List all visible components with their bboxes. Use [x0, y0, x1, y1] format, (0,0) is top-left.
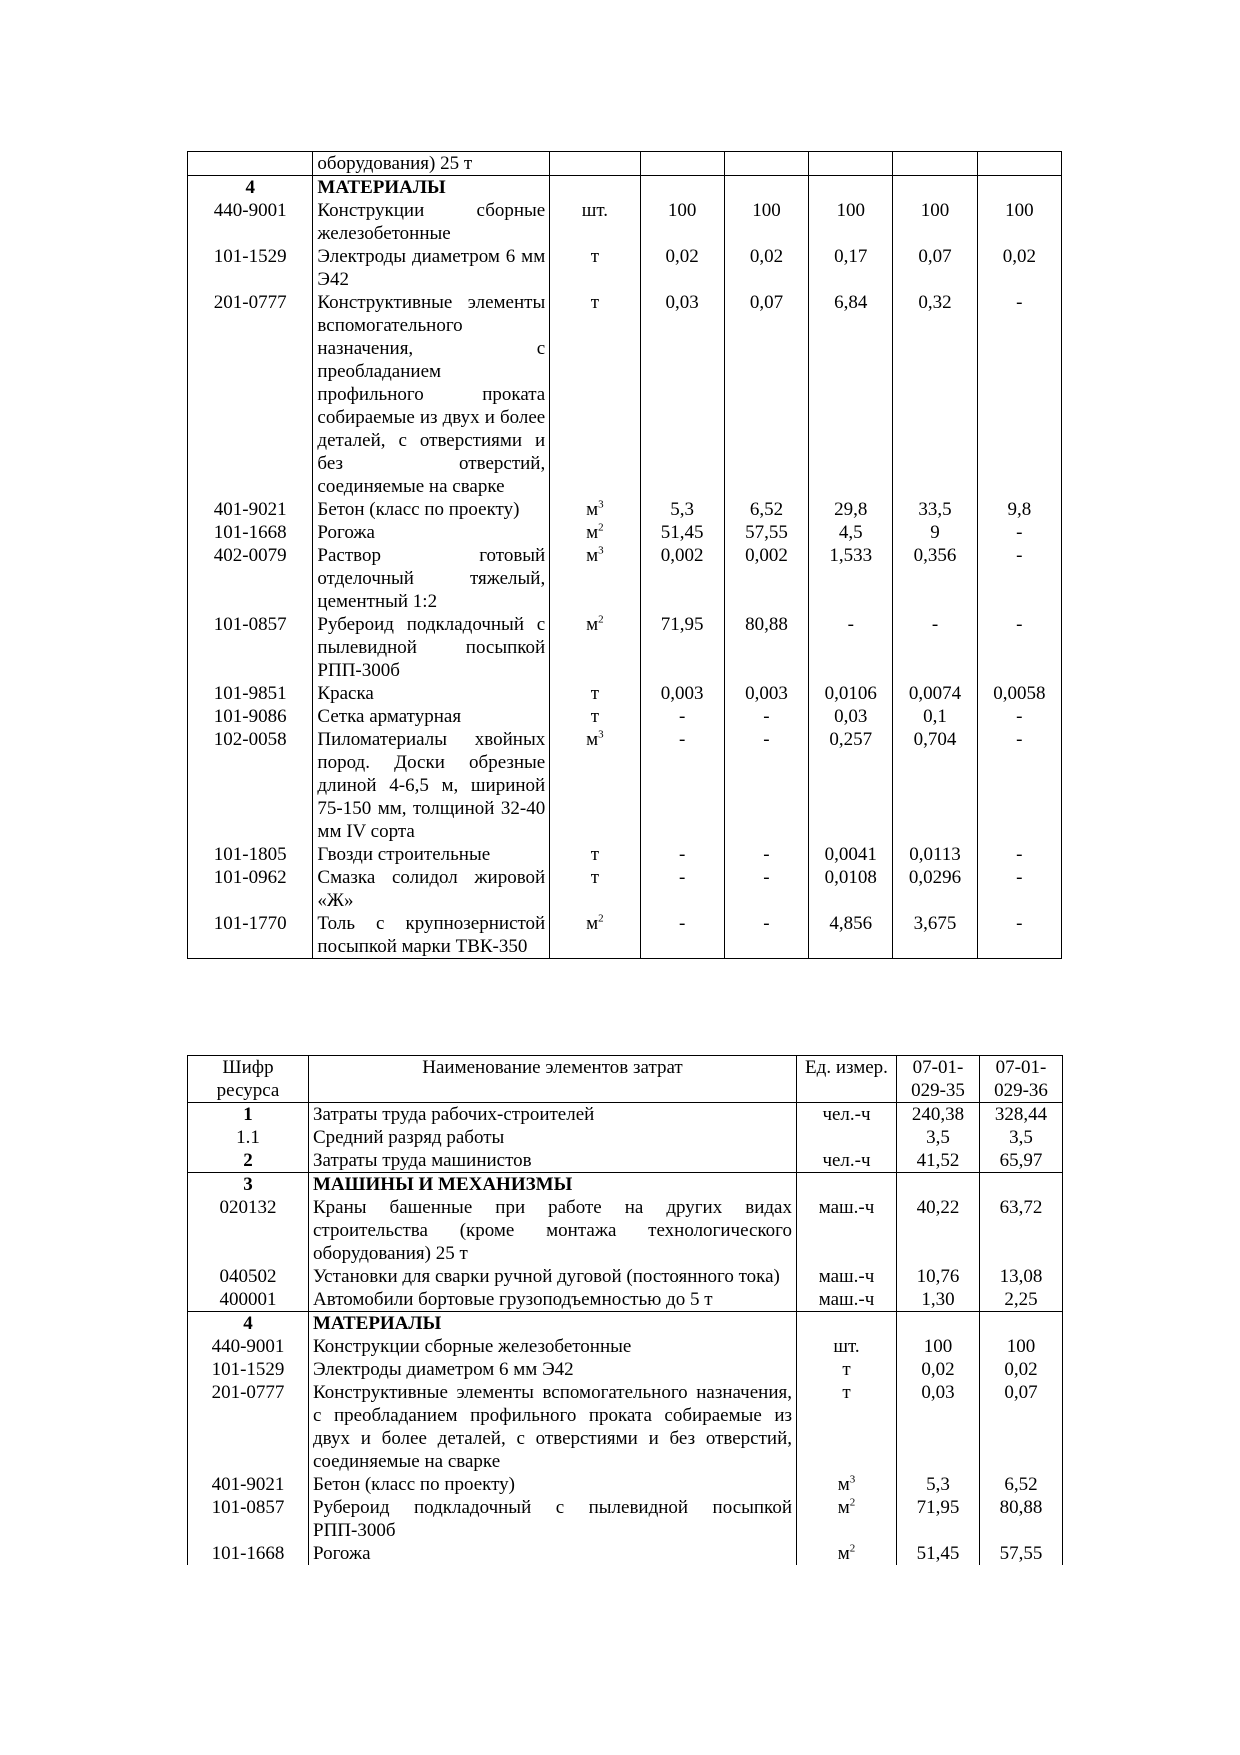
unit: $м^3$	[550, 728, 640, 843]
norm-value: 0,0106	[809, 682, 893, 705]
resource-name: Средний разряд работы	[309, 1126, 797, 1149]
norm-value: 71,95	[897, 1496, 980, 1542]
norm-value: 0,07	[893, 245, 977, 291]
norm-value: 0,02	[980, 1358, 1063, 1381]
unit: т	[550, 682, 640, 705]
table-row	[188, 1196, 1063, 1265]
resource-code: 201-0777	[188, 1381, 309, 1473]
resource-code: 101-1668	[188, 1542, 309, 1565]
unit: т	[550, 705, 640, 728]
empty-cell	[980, 1312, 1063, 1336]
norm-value: 63,72	[980, 1196, 1063, 1265]
resource-name: Автомобили бортовые грузоподъемностью до 5 т	[309, 1288, 797, 1312]
norm-value: -	[977, 521, 1061, 544]
norm-value: -	[977, 866, 1061, 912]
norm-value: 100	[724, 199, 808, 245]
section-code: 4	[188, 1312, 309, 1336]
resource-code: 1	[188, 1103, 309, 1127]
table-row	[188, 1496, 1063, 1542]
norm-value: 6,52	[724, 498, 808, 521]
resource-code: 101-1668	[188, 521, 313, 544]
norm-value: -	[977, 728, 1061, 843]
norm-value: 0,002	[640, 544, 724, 613]
table-row	[188, 152, 1062, 176]
unit-exponent: 2	[598, 912, 604, 925]
resource-name: Рогожа	[309, 1542, 797, 1565]
norm-value: -	[640, 866, 724, 912]
norm-value: 80,88	[724, 613, 808, 682]
norm-value: 1,30	[897, 1288, 980, 1312]
unit-exponent: 2	[849, 1542, 856, 1555]
norm-value: 100	[897, 1335, 980, 1358]
norm-value: -	[724, 912, 808, 959]
unit-exponent: 3	[598, 544, 604, 557]
table-row	[188, 1542, 1063, 1565]
unit: $м^2$	[797, 1496, 897, 1542]
resource-name: Гвозди строительные	[313, 843, 550, 866]
unit: $м^2$	[550, 613, 640, 682]
norm-value: 0,17	[809, 245, 893, 291]
resource-code: 201-0777	[188, 291, 313, 498]
resource-code: 101-9086	[188, 705, 313, 728]
norm-value: 80,88	[980, 1496, 1063, 1542]
unit: т	[550, 843, 640, 866]
resource-code: 402-0079	[188, 544, 313, 613]
resource-name: Сетка арматурная	[313, 705, 550, 728]
table-row	[188, 544, 1062, 613]
norm-value: 0,704	[893, 728, 977, 843]
unit-exponent: 2	[849, 1496, 856, 1509]
unit: т	[797, 1358, 897, 1381]
norm-value: -	[977, 291, 1061, 498]
empty-cell	[897, 1173, 980, 1197]
norm-value: 0,1	[893, 705, 977, 728]
resource-name: Затраты труда рабочих-строителей	[309, 1103, 797, 1127]
section-header-row	[188, 1173, 1063, 1197]
norm-value: -	[977, 705, 1061, 728]
resource-code: 400001	[188, 1288, 309, 1312]
resource-name: Бетон (класс по проекту)	[313, 498, 550, 521]
norm-value: -	[724, 843, 808, 866]
table-row	[188, 613, 1062, 682]
unit-exponent: 2	[598, 521, 604, 534]
resource-name: Бетон (класс по проекту)	[309, 1473, 797, 1496]
resource-name: Электроды диаметром 6 мм Э42	[313, 245, 550, 291]
table-row	[188, 1381, 1063, 1473]
norm-value: 328,44	[980, 1103, 1063, 1127]
resource-name: Краска	[313, 682, 550, 705]
unit: $м^2$	[550, 521, 640, 544]
norm-value: 5,3	[897, 1473, 980, 1496]
norm-value: -	[977, 544, 1061, 613]
norm-value: 0,356	[893, 544, 977, 613]
norm-value: 6,52	[980, 1473, 1063, 1496]
table-row	[188, 199, 1062, 245]
norm-value: 100	[893, 199, 977, 245]
resource-costs-table	[187, 1055, 1063, 1565]
header-norm-36: 07-01-029-36	[980, 1056, 1063, 1103]
norm-value: -	[977, 912, 1061, 959]
table-row	[188, 1103, 1063, 1127]
unit-exponent: 3	[849, 1473, 856, 1486]
norm-value: 0,0058	[977, 682, 1061, 705]
norm-value: 4,856	[809, 912, 893, 959]
norm-value: 3,5	[980, 1126, 1063, 1149]
norm-value: 41,52	[897, 1149, 980, 1173]
section-header-row	[188, 1312, 1063, 1336]
unit: маш.-ч	[797, 1288, 897, 1312]
unit: т	[797, 1381, 897, 1473]
section-title: МАШИНЫ И МЕХАНИЗМЫ	[309, 1173, 797, 1197]
resource-code: 2	[188, 1149, 309, 1173]
table-header-row	[188, 1056, 1063, 1103]
unit-exponent: 3	[598, 498, 604, 511]
norm-value: 71,95	[640, 613, 724, 682]
norm-value: -	[724, 866, 808, 912]
resource-code: 101-0857	[188, 1496, 309, 1542]
norm-value: 10,76	[897, 1265, 980, 1288]
norm-value: -	[809, 613, 893, 682]
unit	[797, 1126, 897, 1149]
norm-value: 0,02	[977, 245, 1061, 291]
norm-value: 65,97	[980, 1149, 1063, 1173]
resource-code: 101-0857	[188, 613, 313, 682]
empty-cell	[797, 1173, 897, 1197]
table-row	[188, 866, 1062, 912]
resource-name: Конструкции сборные железобетонные	[313, 199, 550, 245]
norm-value: 29,8	[809, 498, 893, 521]
row-name: оборудования) 25 т	[313, 152, 550, 176]
unit: $м^2$	[550, 912, 640, 959]
resource-code: 401-9021	[188, 498, 313, 521]
unit-exponent: 3	[598, 728, 604, 741]
norm-value: 0,03	[897, 1381, 980, 1473]
norm-value: 0,0041	[809, 843, 893, 866]
norm-value: 0,003	[640, 682, 724, 705]
table-row	[188, 1358, 1063, 1381]
header-unit: Ед. измер.	[797, 1056, 897, 1103]
norm-value: 40,22	[897, 1196, 980, 1265]
resource-code: 101-1805	[188, 843, 313, 866]
resource-code: 040502	[188, 1265, 309, 1288]
unit: чел.-ч	[797, 1149, 897, 1173]
norm-value: 0,0296	[893, 866, 977, 912]
resource-code: 101-1770	[188, 912, 313, 959]
unit: т	[550, 866, 640, 912]
unit: шт.	[550, 199, 640, 245]
norm-value: 0,32	[893, 291, 977, 498]
norm-value: 0,0113	[893, 843, 977, 866]
table-row	[188, 912, 1062, 959]
empty-cell	[797, 1312, 897, 1336]
norm-value: -	[640, 912, 724, 959]
unit: $м^3$	[550, 544, 640, 613]
norm-value: 57,55	[980, 1542, 1063, 1565]
table-row	[188, 1335, 1063, 1358]
table-row	[188, 245, 1062, 291]
unit: $м^2$	[797, 1542, 897, 1565]
norm-value: -	[724, 705, 808, 728]
unit: чел.-ч	[797, 1103, 897, 1127]
table-row	[188, 1126, 1063, 1149]
norm-value: 0,02	[724, 245, 808, 291]
resource-code: 101-1529	[188, 245, 313, 291]
norm-value: -	[977, 843, 1061, 866]
section-code: 3	[188, 1173, 309, 1197]
resource-code: 440-9001	[188, 1335, 309, 1358]
norm-value: 3,5	[897, 1126, 980, 1149]
table-row	[188, 1149, 1063, 1173]
unit: $м^3$	[797, 1473, 897, 1496]
table-row	[188, 521, 1062, 544]
resource-code: 101-1529	[188, 1358, 309, 1381]
norm-value: 3,675	[893, 912, 977, 959]
table-row	[188, 1288, 1063, 1312]
norm-value: 4,5	[809, 521, 893, 544]
norm-value: 6,84	[809, 291, 893, 498]
section-code: 4	[188, 176, 313, 200]
norm-value: -	[893, 613, 977, 682]
resource-name: Рубероид подкладочный с пылевидной посыпкой РПП-300б	[313, 613, 550, 682]
empty-cell	[980, 1173, 1063, 1197]
table-row	[188, 728, 1062, 843]
resource-code: 102-0058	[188, 728, 313, 843]
resource-code: 101-9851	[188, 682, 313, 705]
materials-table-continued	[187, 151, 1062, 959]
resource-name: Затраты труда машинистов	[309, 1149, 797, 1173]
resource-code: 1.1	[188, 1126, 309, 1149]
norm-value: 100	[977, 199, 1061, 245]
table-row	[188, 843, 1062, 866]
norm-value: 57,55	[724, 521, 808, 544]
norm-value: 51,45	[897, 1542, 980, 1565]
norm-value: 0,03	[640, 291, 724, 498]
resource-name: Конструктивные элементы вспомогательного назначения, с преобладанием профильного проката собираемые из двух и более деталей, с отверстиями и без отверстий, соединяемые на сварке	[309, 1381, 797, 1473]
norm-value: -	[724, 728, 808, 843]
resource-name: Раствор готовый отделочный тяжелый, цементный 1:2	[313, 544, 550, 613]
resource-code: 101-0962	[188, 866, 313, 912]
resource-name: Конструктивные элементы вспомогательного назначения, с преобладанием профильного проката собираемые из двух и более деталей, с отверстиями и без отверстий, соединяемые на сварке	[313, 291, 550, 498]
resource-name: Электроды диаметром 6 мм Э42	[309, 1358, 797, 1381]
norm-value: -	[640, 728, 724, 843]
resource-name: Рубероид подкладочный с пылевидной посыпкой РПП-300б	[309, 1496, 797, 1542]
unit: т	[550, 291, 640, 498]
table-row	[188, 498, 1062, 521]
norm-value: 240,38	[897, 1103, 980, 1127]
norm-value: 100	[980, 1335, 1063, 1358]
norm-value: 0,0074	[893, 682, 977, 705]
unit: т	[550, 245, 640, 291]
norm-value: 5,3	[640, 498, 724, 521]
resource-code: 440-9001	[188, 199, 313, 245]
unit: маш.-ч	[797, 1265, 897, 1288]
unit: шт.	[797, 1335, 897, 1358]
unit: $м^3$	[550, 498, 640, 521]
norm-value: 9,8	[977, 498, 1061, 521]
norm-value: 0,07	[980, 1381, 1063, 1473]
header-cost-element-name: Наименование элементов затрат	[309, 1056, 797, 1103]
norm-value: 0,03	[809, 705, 893, 728]
norm-value: 0,02	[640, 245, 724, 291]
table-row	[188, 1265, 1063, 1288]
header-norm-35: 07-01-029-35	[897, 1056, 980, 1103]
norm-value: 0,0108	[809, 866, 893, 912]
norm-value: -	[640, 843, 724, 866]
table-row	[188, 682, 1062, 705]
section-title: МАТЕРИАЛЫ	[309, 1312, 797, 1336]
unit-exponent: 2	[598, 613, 604, 626]
norm-value: 51,45	[640, 521, 724, 544]
resource-name: Смазка солидол жировой «Ж»	[313, 866, 550, 912]
norm-value: 13,08	[980, 1265, 1063, 1288]
norm-value: -	[640, 705, 724, 728]
unit: маш.-ч	[797, 1196, 897, 1265]
norm-value: 2,25	[980, 1288, 1063, 1312]
resource-code: 020132	[188, 1196, 309, 1265]
norm-value: 0,002	[724, 544, 808, 613]
table-row	[188, 705, 1062, 728]
norm-value: 100	[640, 199, 724, 245]
header-resource-code: Шифр ресурса	[188, 1056, 309, 1103]
norm-value: 33,5	[893, 498, 977, 521]
norm-value: -	[977, 613, 1061, 682]
norm-value: 100	[809, 199, 893, 245]
empty-cell	[897, 1312, 980, 1336]
resource-name: Конструкции сборные железобетонные	[309, 1335, 797, 1358]
norm-value: 0,003	[724, 682, 808, 705]
norm-value: 0,02	[897, 1358, 980, 1381]
norm-value: 9	[893, 521, 977, 544]
resource-name: Рогожа	[313, 521, 550, 544]
section-title: МАТЕРИАЛЫ	[313, 176, 550, 200]
norm-value: 0,07	[724, 291, 808, 498]
resource-code: 401-9021	[188, 1473, 309, 1496]
resource-name: Установки для сварки ручной дуговой (постоянного тока)	[309, 1265, 797, 1288]
norm-value: 1,533	[809, 544, 893, 613]
table-row	[188, 291, 1062, 498]
resource-name: Пиломатериалы хвойных пород. Доски обрезные длиной 4-6,5 м, шириной 75-150 мм, толщиной 32-40 мм IV сорта	[313, 728, 550, 843]
norm-value: 0,257	[809, 728, 893, 843]
resource-name: Толь с крупнозернистой посыпкой марки ТВК-350	[313, 912, 550, 959]
section-header-row	[188, 176, 1062, 200]
table-row	[188, 1473, 1063, 1496]
resource-name: Краны башенные при работе на других видах строительства (кроме монтажа технологического оборудования) 25 т	[309, 1196, 797, 1265]
